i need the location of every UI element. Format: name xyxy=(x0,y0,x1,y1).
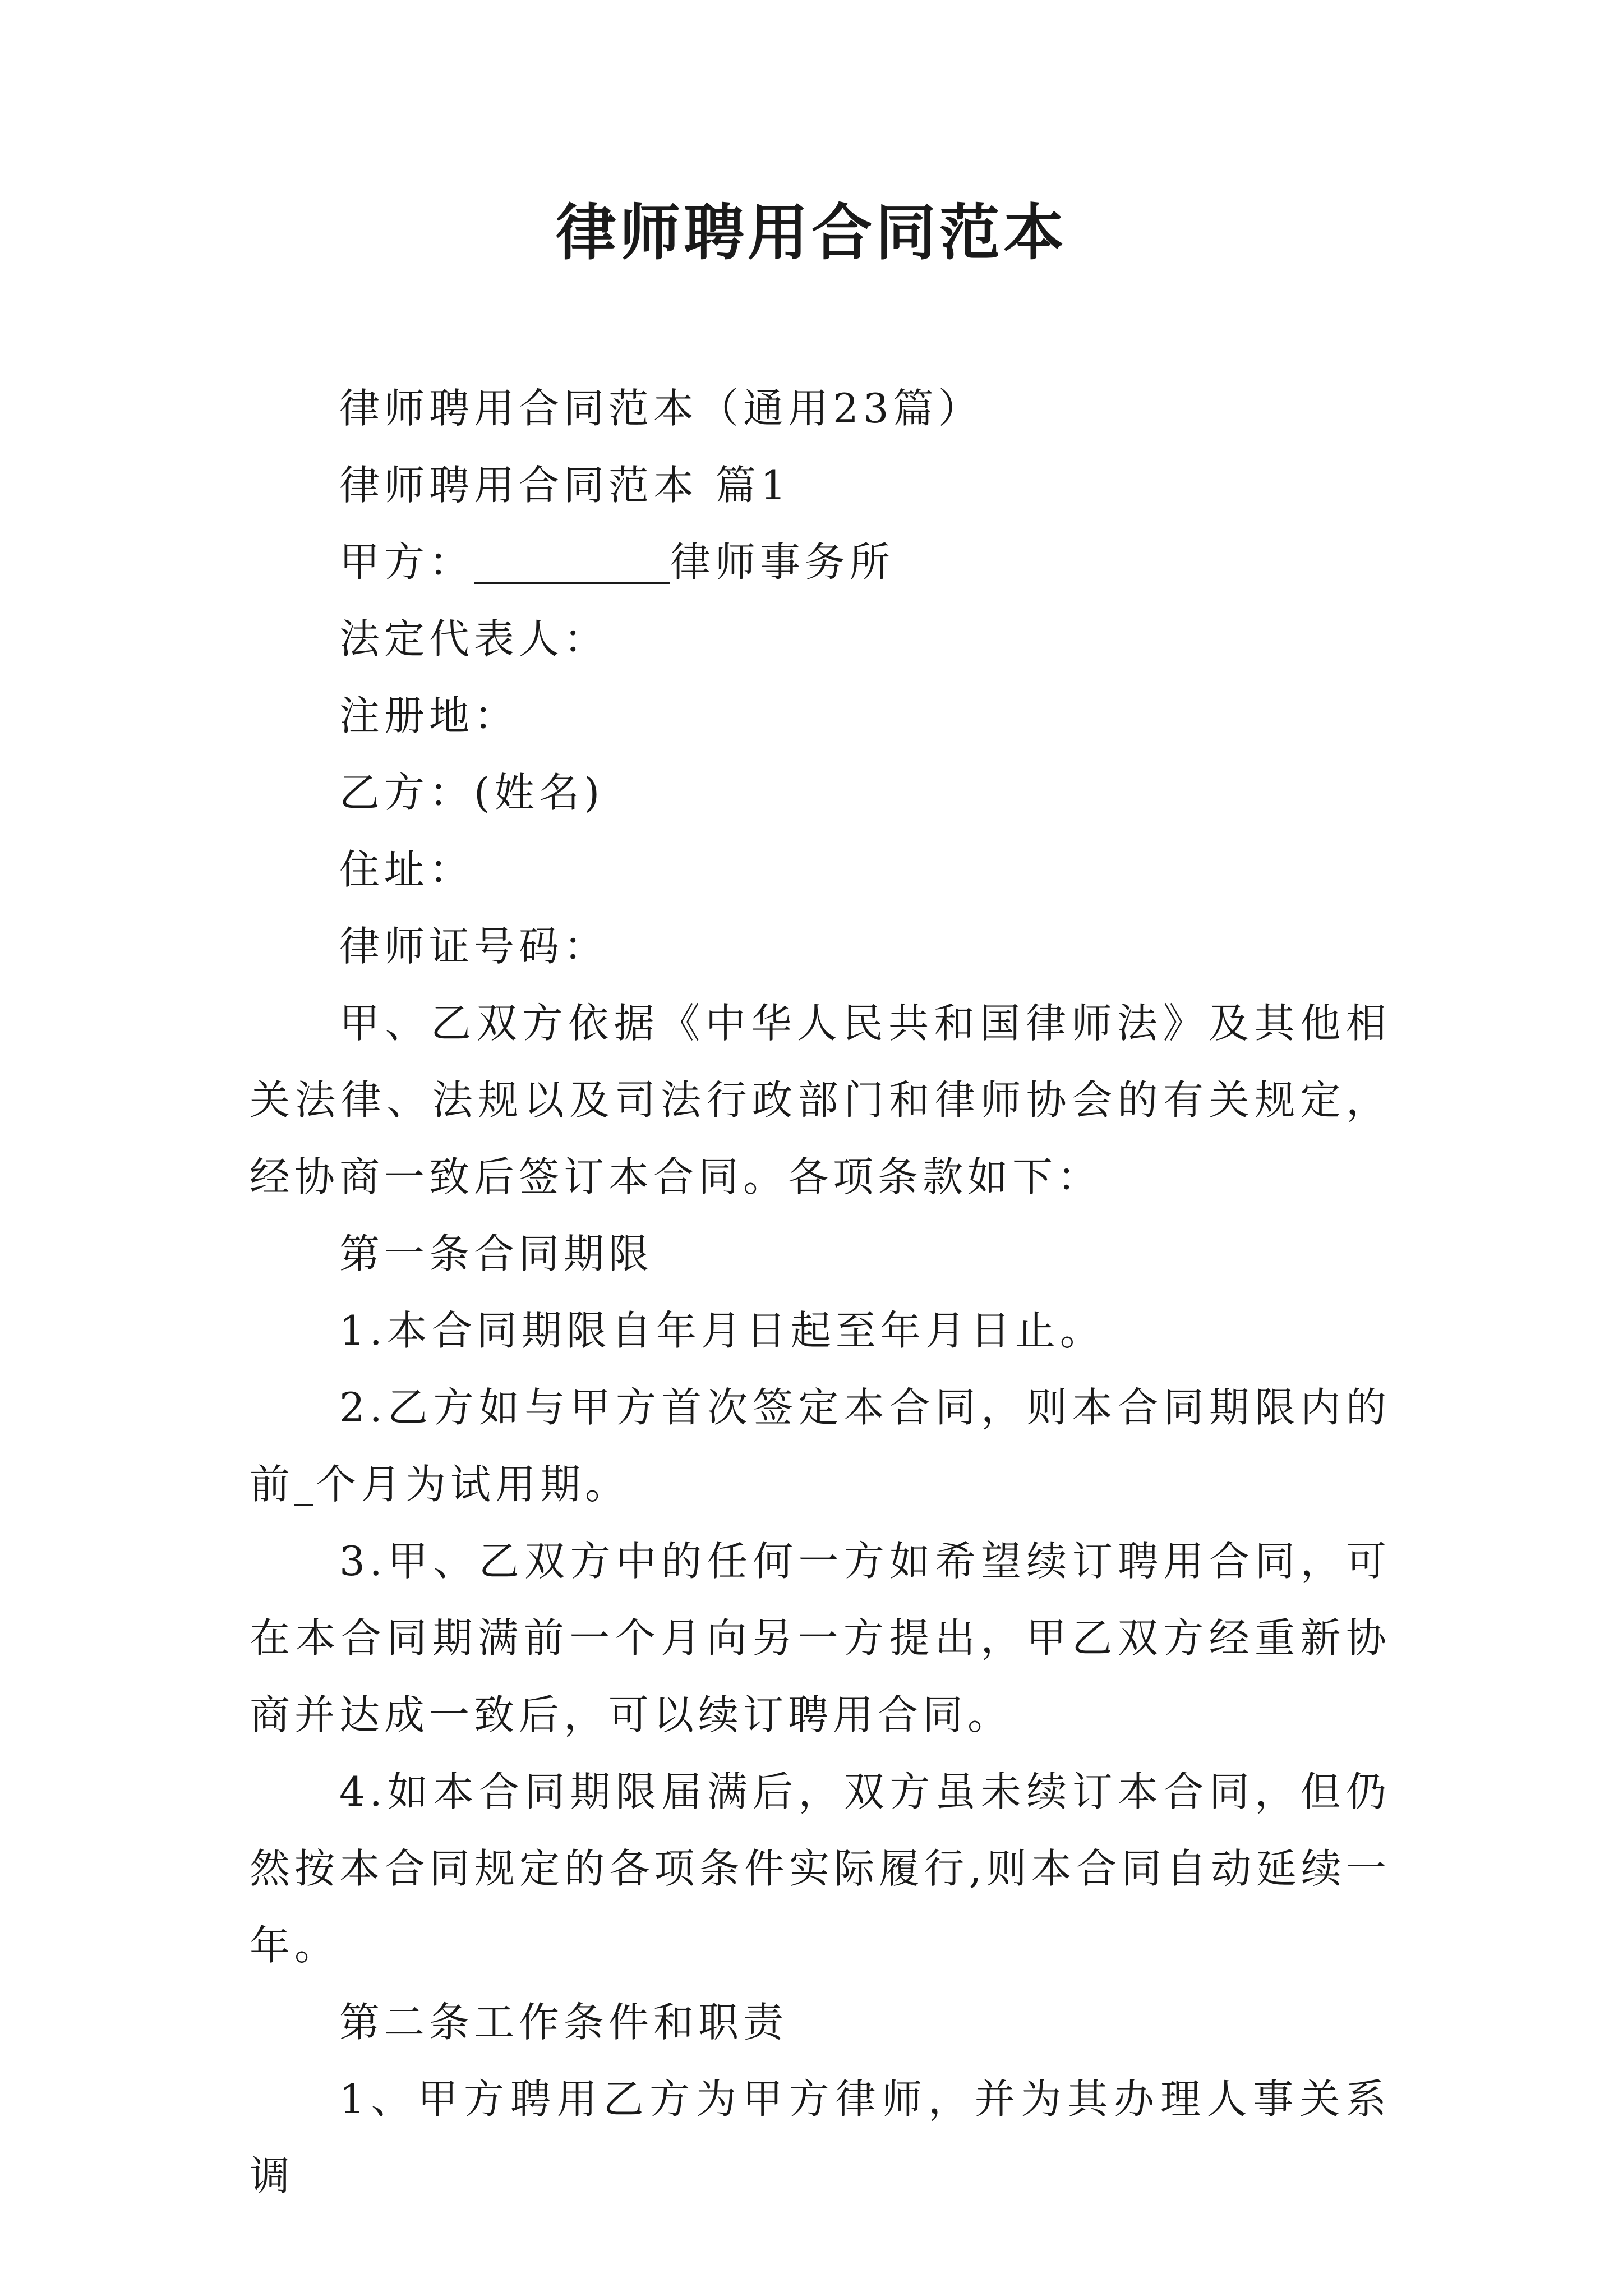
legal-rep-line: 法定代表人： xyxy=(339,615,609,662)
party-a-line xyxy=(250,524,1391,601)
section1-item2-post: 个月为试用期。 xyxy=(316,1461,630,1508)
section1-item2 xyxy=(250,1369,1391,1523)
subtitle-line: 律师聘用合同范本（通用23篇） xyxy=(339,385,983,432)
section1-item2-pre: 2.乙方如与甲方首次签定本合同，则本合同期限内的前 xyxy=(250,1384,1391,1508)
party-b-line: 乙方：(姓名) xyxy=(339,769,605,816)
intro-paragraph: 甲、乙双方依据《中华人民共和国律师法》及其他相关法律、法规以及司法行政部门和律师协会的有关规定，经协商一致后签订本合同。各项条款如下： xyxy=(250,1000,1391,1200)
section2-heading: 第二条工作条件和职责 xyxy=(339,1999,789,2046)
article-heading: 律师聘用合同范本 篇1 xyxy=(339,462,791,509)
section2-item1: 1、甲方聘用乙方为甲方律师，并为其办理人事关系调 xyxy=(250,2076,1391,2200)
party-a-blank xyxy=(474,545,670,584)
party-a-suffix: 律师事务所 xyxy=(670,539,895,586)
section1-item3: 3.甲、乙双方中的任何一方如希望续订聘用合同，可在本合同期满前一个月向另一方提出，甲乙双方经重新协商并达成一致后，可以续订聘用合同。 xyxy=(250,1538,1391,1738)
section1-item1: 1.本合同期限自年月日起至年月日止。 xyxy=(339,1307,1105,1354)
section1-item4: 4.如本合同期限届满后，双方虽未续订本合同，但仍然按本合同规定的各项条件实际履行,则本合同自动延续一年。 xyxy=(250,1768,1391,1969)
document-body xyxy=(250,370,1391,2215)
address-line: 住址： xyxy=(339,846,474,893)
section1-heading: 第一条合同期限 xyxy=(339,1230,654,1277)
registered-address-line: 注册地： xyxy=(339,692,519,739)
trial-months-blank xyxy=(294,1467,313,1506)
document-title: 律师聘用合同范本 xyxy=(555,197,1067,268)
party-a-label: 甲方： xyxy=(339,539,474,586)
license-number-line: 律师证号码： xyxy=(339,923,609,970)
